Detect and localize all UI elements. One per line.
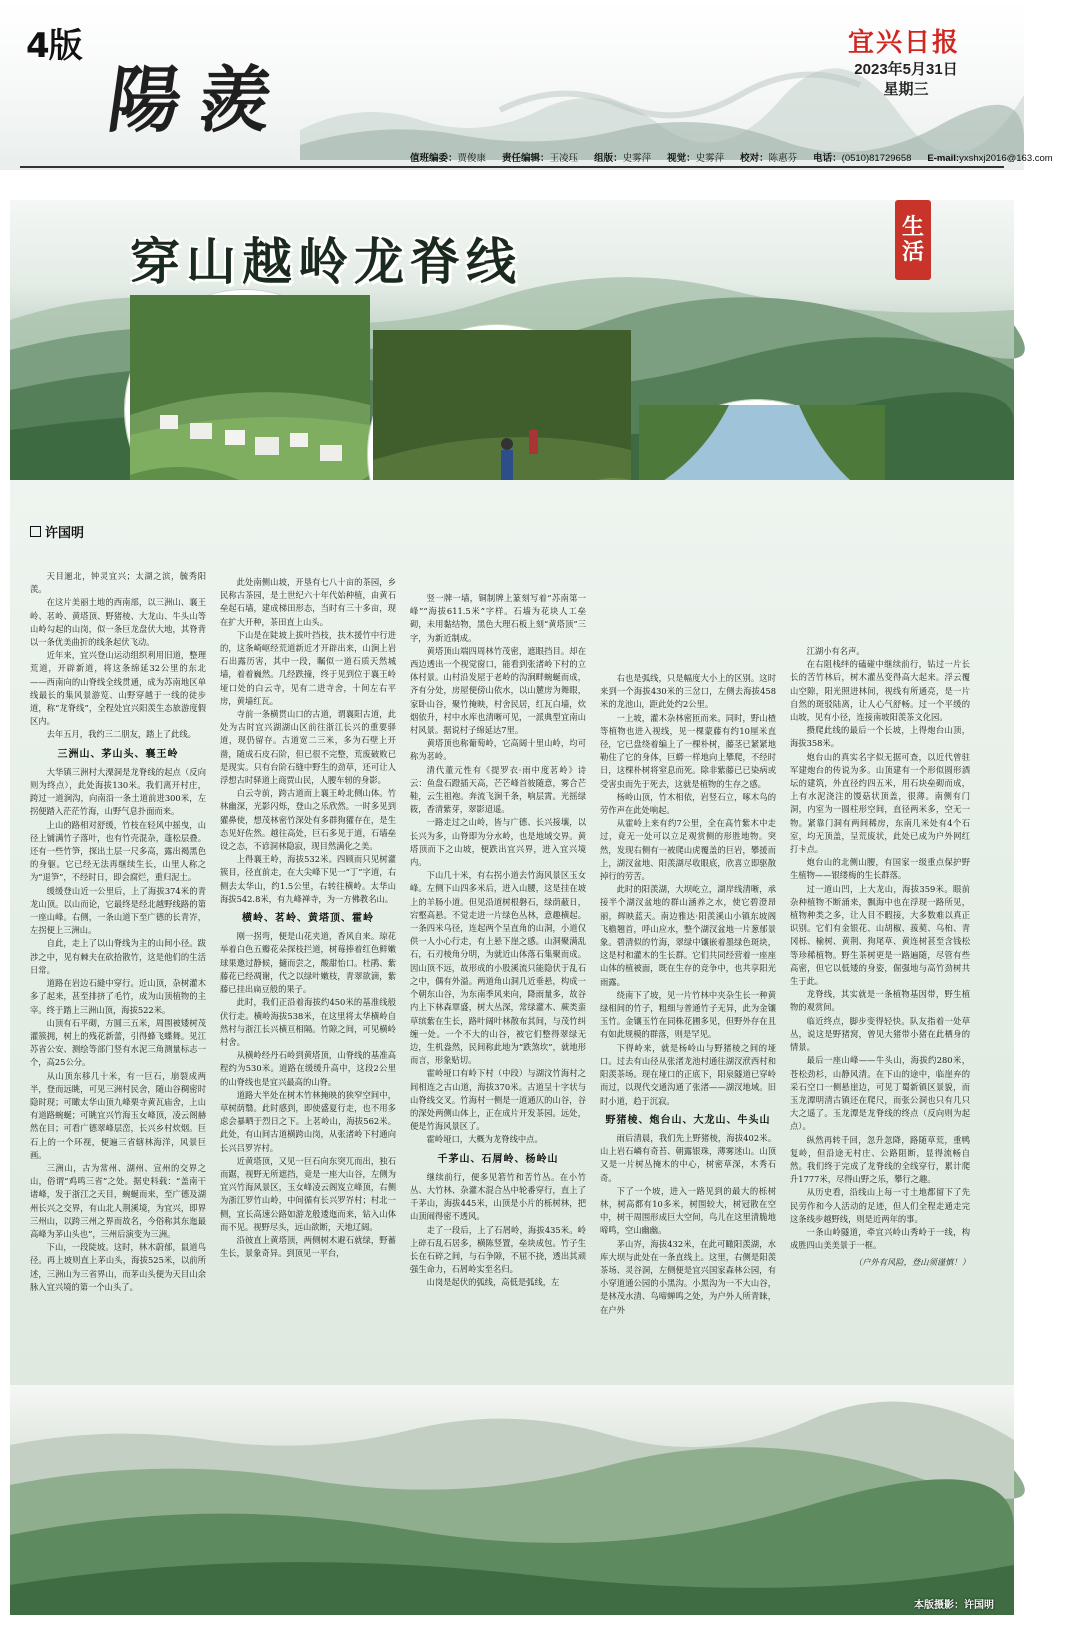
article-paragraph: 下山，一段陡坡。这时，林木蔚郁，鼠道鸟径。再上坡则直上茅山头，海拔525米，以前所述，三洲山为三省界山，而茅山头便为天目山余脉入宜兴境的第一个山头了。 [30, 1242, 206, 1292]
page-number: 4版 [26, 26, 82, 66]
article-column-1 [30, 570, 206, 1370]
author-byline [30, 522, 84, 541]
article-paragraph: 沿彼直上黄塔顶，两侧树木避石就绿，野蓄生长，景象奇异。到顶见一平台， [220, 1234, 396, 1259]
staff-entry [502, 153, 586, 164]
article-headline: 穿山越岭龙脊线 [130, 232, 522, 291]
article-paragraph: 此处南侧山坡，开垦有七八十亩的茶园，乡民称古茶园，是土世纪六十年代始种植，由黄石垒起石墙，建成梯田形态，当时有三十多亩，现在扩大开种，茶田直上山头。 [220, 577, 396, 627]
staff-entry [740, 153, 805, 164]
article-paragraph: 刚一拐弯，便是山花夹道，香风自来。琼花举着白色五瓣花朵探枝拦道，树莓捧着红色鲜嫩球果邀过静候，擿而尝之，酸甜怡口。杜鹃、紫藤花已经凋谢，代之以绿叶嫩枝，青翠欲滴，紫藤已挂出扁豆般的果子。 [220, 931, 396, 995]
issue-date: 2023年5月31日 [854, 61, 958, 78]
article-paragraph: 攒爬此线的最后一个长坡，上得炮台山顶，海拔358米。 [790, 725, 970, 749]
article-paragraph: 继续前行，便多见箬竹和苦竹丛。在小竹丛、大竹林、杂灌木混合丛中轮番穿行，直上了千茅山，海拔445米，山顶是小片的栎树林，把山顶闹得密不透风。 [410, 1171, 586, 1222]
article-column-3 [410, 592, 586, 1392]
staff-entry [410, 153, 494, 164]
section-subheading: 横岭、茗岭、黄塔顶、霍岭 [242, 913, 374, 925]
section-subheading: 三洲山、茅山头、襄王岭 [57, 748, 179, 760]
article-paragraph: 道路在岩边石縫中穿行。近山顶，杂树灌木多了起来，甚至排挤了毛竹，成为山顶植物的主宰。终于踏上三洲山顶，海拔522米。 [30, 978, 206, 1015]
article-paragraph: 下了一个坡，进入一路见到的最大的栎树林，树高都有10多米，树围较大，树冠散在空中，树干周围形成巨大空间，鸟儿在这里清脆地啼鸣，空山幽幽。 [600, 1185, 776, 1236]
section-tag-char: 生 [901, 213, 924, 240]
article-paragraph: 从霍岭上来有约7公里，全在高竹紫木中走过，竟无一处可以立足观赏侧的形胜地物。突然，发现右侧有一被爬山虎覆盖的巨岩，攀援而上，湖汊盆地、阳羡湖尽收眼底，欣喜立即驱散掉行的劳苦。 [600, 818, 776, 882]
article-paragraph: 去年五月，我约三二朋友，踏上了此线。 [46, 729, 196, 740]
photo-credit: 本版摄影：许国明 [914, 1600, 994, 1611]
staff-entry [927, 153, 1060, 164]
staff-role: 电话： [813, 153, 842, 164]
staff-value: yxshxj2016@163.com [959, 153, 1053, 164]
closing-note: （户外有风险，登山须谨慎！） [853, 1257, 970, 1268]
article-paragraph: 下山几十米，有右拐小道去竹海风景区玉女峰。左侧下山四多米后，进入山腰，这是挂在坡上的羊肠小道。但见沿道树根磐石，绿荫蔽日，宕壑高悬。不觉走进一片绿色丛林，意趣横起。一条四米乌径，连起两个呈直角的山洞，小道仅供一人小心行走，有上悬下崖之感。山洞聚满乱石，石刃棱角分明，为就近山体落石集聚而成。因山顶不远，故形成的小股溪流只能隐伏于乱石之中，偶有外溢。两道角山洞几近垂悬，构成一个朝东山谷，为东南季风来向，降雨量多，故谷内上下林森覃盛，树大丛深，常绿灌木、蕨类蛮草缤紫在生长，路叶阔叶林散布其间，与茂竹纠缠一处。一个不大的山谷，被它们整得翠绿无边，生机盎然，民间称此地为“跌煞坎”，就地形而言，形象贴切。 [410, 870, 586, 1066]
article-paragraph: 清代董元性有《提罗衣·雨中度茗岭》诗云：鱼盘石蹬插天高，芒芒峰首彼随意，雾合芒鞋，云生祖袍。奔流飞涧千条，响层霄。光摇绿筱，香清紫芽，翠影迢遥。 [410, 764, 586, 815]
section-tag [895, 200, 931, 280]
article-paragraph: 从横岭经丹石岭到黄塔顶，山脊线的基准高程约为530米。道路在缓缓升高中，这段2公里的山脊线也是宜兴最高的山脊。 [220, 1050, 396, 1087]
article-paragraph: 大华镇三洲村大溧洞是龙脊线的起点（反向则为终点），此处海拔130米。我们离开村庄，跨过一道涧沟，向南沿一条土道前进300米，左拐便踏入茫茫竹海，山野气息扑面而来。 [30, 766, 206, 817]
article-column-4 [600, 672, 776, 1472]
section-subheading: 野猪棱、炮台山、大龙山、牛头山 [605, 1114, 771, 1126]
article-paragraph: 白云寺前，跨古道而上襄王岭北侧山体。竹林幽深，光影闪烁，登山之乐欣然。一时多见到獾鼻使，想茂林密竹深处有多群狗獾存在，是生态见好佐然。越往高处，巨石多见于道，石墙垒设之态，不谚洞林隐寂，现目然满化之美。 [220, 788, 396, 852]
masthead [0, 0, 1053, 170]
article-paragraph: 过一道山凹，上大龙山，海拔359米。眼前杂种植物不断涌来，飘海中也在浮现一路所见，植物种类之多，让人目不暇接，大多数难以真正识别。它们有金银花、山胡椒、菝葜、乌桕、青冈栎、榆树、黄荆、狗尾草、黄连树甚至含钱松等珍稀植物。野生茶树更是一路遍随，尽管有些高密，但它以低矮的身姿，倔强地与高竹劲树共生于此。 [790, 883, 970, 987]
article-paragraph: 走了一段后，上了石屑岭，海拔435米。岭上碎石乱石居多，横陈竖置，垒块成包。竹子生长在石碎之间，与石争隙，不屈不挠，透出其顽强生命力，石屑岭实至名归。 [410, 1224, 586, 1275]
staff-value: 史雾萍 [622, 153, 652, 164]
article-paragraph: 一条山岭隧道，牵宜兴岭山秀岭于一线，构成胜四山美美景于一框。 [790, 1226, 970, 1251]
staff-value: (0510)81729658 [841, 153, 912, 164]
article-paragraph: 茅山岕，海拔432米，在此可瞰阳羡湖，水库大坝与此处在一条直线上。这里，右侧是阳羡茶场、灵谷洞，左侧便是宜兴国家森林公园，有小穿道通公园的小黑沟。小黑沟为一不大山谷，是林茂水清、鸟啼蝉鸣之处，为户外人所青睐，在户外 [600, 1238, 776, 1315]
article-paragraph: 纵然再转千回，忽升忽降，路随草荒，重鸭复岭，但沿途无村庄、公路阻断，显得流畅自然。我们终于完成了龙脊线的全线穿行，累计爬升1777米，尽得山野之乐，攀行之趣。 [790, 1134, 970, 1185]
article-paragraph: 黄塔顶也称葡萄岭，它高阔十里山岭，均可称为茗岭。 [410, 738, 586, 762]
staff-role: 值班编委： [410, 153, 458, 164]
section-title: 陽羨 [103, 57, 296, 142]
article-paragraph: 临近终点，脚步变得轻快。队友指着一处草丛，说这是野猪窝，曾见大猪带小猪在此栖身的情景。 [790, 1015, 970, 1053]
article-paragraph: 寺前一条横贯山口的古道，谓襄阳古道，此处为古时宜兴湖湖山区前往浙江长兴的重要驿道，现仍留存。古道宽二三米，多为石壁上开凿，随成石皮石阶，但已很不完整，荒废破败已是现实。只有台阶石缝中野生的劲草，还可让人浮想古时驿道上商贾山民，人腰车轫的身影。 [220, 709, 396, 786]
staff-value: 贾俊康 [457, 153, 487, 164]
article-paragraph: 缓缓登山近一公里后，上了海拔374米的青龙山顶。以山而论，它最终是经北越野线路的第一座山峰。右侧，一条山道下至广德的长青岕，左拐便上三洲山。 [30, 885, 206, 936]
staff-value: 王凌珏 [549, 153, 579, 164]
article-paragraph: 竖一牌一墙，铜制牌上篆刻写着“苏南第一峰”“海拔611.5米”字样。石墙为花块人工垒砌，未用黏结物，黑色大理石板上刻“黄塔顶”三字，为新近制成。 [410, 593, 586, 643]
masthead-divider [20, 166, 1004, 168]
article-paragraph: 此时的阳羡湖，大坝屹立，湖岸线清晰，承接半个湖汊盆地的群山涵养之水，使它碧澄昂丽，辉映蓝天。南边雅达·阳羡溪山小镇东坡阁飞檐翘首，呼山应水，整个湖汊盆地一片葱郁景象。碧清似的竹海，翠绿中镶嵌着墨绿色斑块，这是村和灌木的生长群。它们共同经营着一座座山体的植被面，既在生存的竞争中，也共享阳光雨露。 [600, 884, 776, 987]
article-paragraph: 雨后清晨，我们先上野猪棱，海拔402米。山上岩石嶙有奇苔、朝露银珠，薄雾迷山。山顶又是一片树丛掩木的中心，树密草深，木秀石奇。 [600, 1132, 776, 1183]
article-paragraph: 下得岭来，就是杨岭山与野猪棱之间的垭口。过去有山径从张渚龙池村通往湖汊洑西村和阳羡茶场。现在垭口的正底下，阳泉隧道已穿岭而过，以现代交通沟通了张渚——湖汊地域。旧时小道，趋于沉寂。 [600, 1042, 776, 1106]
section-subheading: 千茅山、石屑岭、杨岭山 [437, 1153, 559, 1165]
editorial-staff-line [410, 150, 1053, 164]
staff-entry [667, 153, 732, 164]
staff-role: 组版： [594, 153, 623, 164]
article-paragraph: 炮台山的北侧山腰，有国家一级重点保护野生植物——银缕梅的生长群落。 [790, 857, 970, 881]
article-paragraph: 霍岭垭口有岭下村（中段）与湖汶竹海村之间相连之古山道，海拔370米。古道呈十字状与山脊线交叉。竹海村一侧是一道通仄的山谷，谷的深处两侧山体上，正在成片开发茶园。远处，便是竹海风景区了。 [410, 1068, 586, 1132]
staff-role: 视觉： [667, 153, 696, 164]
article-paragraph: 上山的路相对舒缓，竹枝在轻风中摇曳，山径上铺满竹子落叶，也有竹壳混杂，蓬松层叠。还有一些竹笋，探出土层一尺多高，露出褐黑色的身躯。它已经无法再继续生长，山里人称之为“退笋”，不经时日，即会腐烂，重归泥土。 [30, 819, 206, 883]
staff-entry [594, 153, 659, 164]
article-paragraph: 黄塔顶山端四周林竹茂密，遮眼挡目。却在西边透出一个视觉窗口，能看到张渚岭下村的立体村景。山村沿发屋于老岭的沟涧畔蜿蜒而成，齐有分处，房屋便傍山依水，以山麓房为舞眼，家卧山谷，聚竹掩映，村舍民居，红瓦白墙，炊烟依升，村中水库也清晰可见，一派典型宜南山村风景。据说村子绵延达7里。 [410, 645, 586, 736]
article-paragraph: 霍岭垭口，大概为龙脊线中点。 [426, 1134, 543, 1145]
article-paragraph: 绕南下了坡，见一片竹林中夹杂生长一种黄绿相间的竹子，粗细与普通竹子无异，此为金镶玉竹。金镶玉竹在同株花圃多见，但野外存在且有如此规模的群落，则是罕见。 [600, 989, 776, 1040]
article-paragraph: 从历史看，沿线山上每一寸土地都留下了先民劳作和今人活动的足迹，但人们全程走通走完这条线步越野线，则是近两年的事。 [790, 1187, 970, 1224]
article-paragraph: 最后一座山峰——牛头山，海拔约280米，苍松劲杉，山静风清。在下山的途中，临崖弃的采石空口一侧悬崖边，可见丁蜀新镇区景貌，而玉龙潭明清古镇还在爬尺，而张公洞也只有几只大之遥了。玉龙潭是龙脊线的终点（反向则为起点）。 [790, 1055, 970, 1132]
article-paragraph: 山岗是起伏的弧线，高低是弧线，左 [426, 1277, 560, 1288]
article-column-5 [790, 645, 970, 1445]
ridge-panorama-illustration [10, 1385, 1014, 1615]
article-paragraph: 下山是在陡坡上拔叶挡枝，扶木援竹中行进的，这条崎岖经荒道新近才开辟出来，山涧上岩石出露历害，其中一段，瞩似一道石质天然城墙，着着巍然。几经跌撞，终于见到位于襄王岭垭口处的白云寺，见有二进寺舍，十间左右平房，黄墙红瓦。 [220, 629, 396, 706]
staff-role: 校对： [740, 153, 769, 164]
article-paragraph: 炮台山的真实名字似无据可查，以近代曾驻军建炮台的传说为多。山顶建有一个形似圆形酒坛的建筑，外直径约四五米，用石块垒砌而成，上有水泥浇注的馒菇状顶盖，很薄。南侧有门洞，内室为一圆柱形空间，直径两米多，空无一物。紧靠门洞有两间稀房，东南几米处有4个石室，均无顶盖，呈荒废状，此处已成为户外网红打卡点。 [790, 751, 970, 855]
article-column-2 [220, 576, 396, 1376]
article-paragraph: 一上坡，灌木杂林密匝而来。同时，野山楂等植物也进入视线，见一棵蒙藤有约10厘米直径，它已盘绕着编上了一棵朴树，藤茎已紧紧地勒住了它的身体，巨蟒一样地向上攀爬，不经时日，这棵朴树将窒息而死。除非紫藤已已染病或受害虫而先于死去，这就是植物的生存之感。 [600, 712, 776, 789]
byline-box-icon [30, 526, 41, 537]
bottom-panorama-photo [10, 1385, 1014, 1615]
article-paragraph: 在这片美丽土地的西南部，以三洲山、襄王岭、茗岭、黄塔顶、野猪棱、大龙山、牛头山等山岭勾起的山岗，似一条巨龙盘伏大地，其脊背以一条优美曲折的线条起伏飞动。 [30, 597, 206, 648]
article-paragraph: 此时，我们正沿着海拔约450米的基准线般伏行走。横岭海拔538米，在这里将太华横岭自然村与浙江长兴横亘相隔。竹隙之间，可见横岭村舍。 [220, 997, 396, 1047]
section-tag-char: 活 [901, 239, 924, 265]
newspaper-name: 宜兴日报 [847, 28, 960, 58]
article-paragraph: 江湖小有名声。 [806, 646, 865, 656]
issue-weekday: 星期三 [883, 81, 929, 98]
staff-role: 责任编辑： [502, 153, 550, 164]
article-paragraph: 近年来，宜兴登山运动组织利用旧道，整理荒道，开辟新道，将这条绵延32公里的东北——西南向的山脊线全线贯通，成为苏南地区单线最长的集风景游览、山野穿越于一线的徒步道，称“龙脊线”，全程处宜兴阳羡生态旅游度假区内。 [30, 650, 206, 727]
article-paragraph: 一路走过之山岭，皆与广德、长兴接壤，以长兴为多，山脊即为分水岭，也是地域交界。黄塔顶而下之山坡，便跌出宜兴界，进入宜兴境内。 [410, 817, 586, 868]
article-paragraph: 道路大半处在树木竹林掩映的狭窄空间中，草树荫翳。此时感到，即使盛夏行走，也不用多虑会暴晒于烈日之下。上茗岭山，海拔562米。此处，有山间古道横跨山岗，从张渚岭下村通向长兴吕罗岕村。 [220, 1089, 396, 1153]
article-paragraph: 上得襄王岭，海拔532米。四顾而只见树灌簇目，径直前走，在大尖峰下见一“丁”字道，右侧去太华山，约1.5公里，右转往横岭。太华山海拔542.8米，有九峰禅寺，为一方佛教名山。 [220, 854, 396, 904]
author-name: 许国明 [45, 526, 85, 541]
article-paragraph: 从山顶东移几十米，有一巨石，崩裂成两半，登而远眺，可见三洲村民舍，随山谷稠密时隐时现；可瞰太华山顶九峰栗寺黄瓦庙舍，上山有道路蜿蜒；可眺宜兴竹海玉女峰顶，凌云阁赫然在目；可看广德翠峰层峦，长兴乡村炊烟。巨石上的一个环视，便遍三省辖林海洋，风景巨画。 [30, 1070, 206, 1160]
article-paragraph: 在右阻栈绊的磕碰中继续前行，钻过一片长长的苦竹林后，树木灌丛变得高大起来。浮云覆山空隙，阳光照进林间，视线有所通亮，是一片自然的斑驳陆离，让人心气舒畅。过一个平缓的山坡，见有小径，连接南坡阳羡茶文化园。 [790, 659, 970, 723]
article-paragraph: 右也是弧线，只是幅度大小上的区别。这时来到一个海拔430米的三岔口，左侧去海拔458米的龙池山，距此处约2公里。 [600, 673, 776, 710]
staff-role: E-mail: [927, 153, 960, 164]
article-paragraph: 杨岭山顶，竹木相依，岩竖石立，啄木鸟的劳作声在此处响起。 [600, 791, 776, 816]
staff-value: 史雾萍 [695, 153, 725, 164]
staff-value: 陈惠芬 [768, 153, 798, 164]
article-paragraph: 近黄塔顶，又见一巨石向东突兀而出，独石而踞，视野无所遮挡，竟是一座大山谷，左侧为宜兴竹海风景区，玉女峰凌云阁岌立峰顶，右侧为浙江罗竹山岭，中间循有长兴罗岕村；村北一侧，宜长高速公路如游龙般逶迤而来，钻入山体而不见。视野尽头，远山欲断，天地辽阔。 [220, 1155, 396, 1232]
article-paragraph: 三洲山，古为常州、湖州、宣州的交界之山，俗谓“鸡鸣三省”之处。据史料载：“盖南干诸峰，发于浙江之天目，蜿蜒而来，至广德及湖州长兴之交界，有山北人荆溪境，为宜兴，即界三州山，以跨三州之界而故名，今俗称其东迤最高峰为茅山头也”，三州后演变为三洲。 [30, 1162, 206, 1239]
staff-entry [813, 153, 919, 164]
article-paragraph: 龙脊线，其实就是一条植物基因带，野生植物的观赏间。 [790, 989, 970, 1013]
article-paragraph: 山顶有石平砌，方圆三五米，周围被矮树茂灌簇拥，树上的残花新蕾，引得蜂飞蝶舞。见江苏省公安、测绘等部门竖有水泥三角测量标志一个，高25公分。 [30, 1017, 206, 1068]
article-paragraph: 自此，走上了以山脊线为主的山间小径。跋涉之中，见有棘夫在砍拾散竹，这是他们的生活日常。 [30, 938, 206, 975]
article-paragraph: 天目逦北，钟灵宜兴；太湖之滨，毓秀阳羡。 [30, 571, 206, 595]
